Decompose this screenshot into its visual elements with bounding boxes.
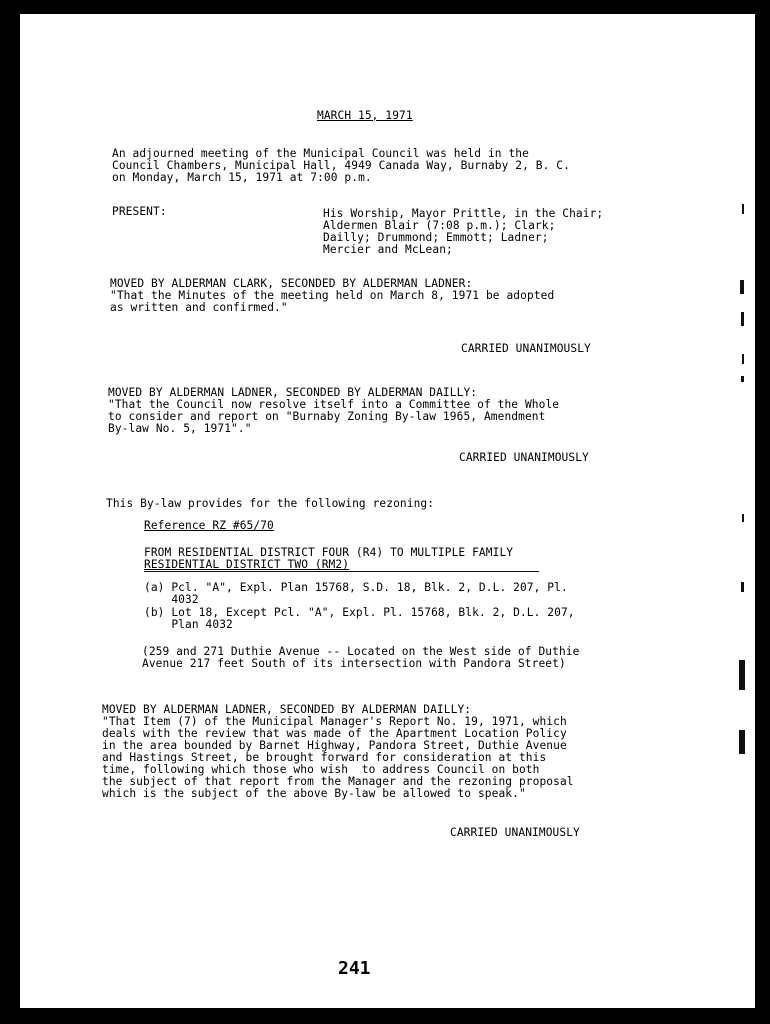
page-number: 241 [338, 958, 371, 979]
motion-line: By-law No. 5, 1971"." [108, 422, 252, 435]
carried-unanimously: CARRIED UNANIMOUSLY [450, 826, 580, 839]
bylaw-intro: This By-law provides for the following rezoning: [106, 497, 435, 510]
carried-unanimously: CARRIED UNANIMOUSLY [461, 342, 591, 355]
motion-line: as written and confirmed." [110, 301, 288, 314]
legal-description-a: 4032 [144, 593, 199, 606]
motion-line: and Hastings Street, be brought forward for consideration at this [102, 751, 547, 764]
present-line: Mercier and McLean; [323, 243, 453, 256]
present-line: Dailly; Drummond; Emmott; Ladner; [323, 231, 549, 244]
legal-description-a: (a) Pcl. "A", Expl. Plan 15768, S.D. 18, Blk. 2, D.L. 207, Pl. [144, 581, 568, 594]
location-line: Avenue 217 feet South of its intersection with Pandora Street) [142, 657, 566, 670]
motion-line: which is the subject of the above By-law be allowed to speak." [102, 787, 526, 800]
legal-description-b: (b) Lot 18, Except Pcl. "A", Expl. Pl. 15768, Blk. 2, D.L. 207, [144, 606, 575, 619]
motion-line: "That Item (7) of the Municipal Manager's Report No. 19, 1971, which [102, 715, 567, 728]
scan-artifact [742, 354, 744, 364]
scan-edge-mark [0, 160, 10, 190]
carried-unanimously: CARRIED UNANIMOUSLY [459, 451, 589, 464]
reference-number: Reference RZ #65/70 [144, 519, 274, 532]
scan-edge-mark [0, 808, 10, 834]
legal-description-b: Plan 4032 [144, 618, 233, 631]
motion-line: MOVED BY ALDERMAN LADNER, SECONDED BY ALDERMAN DAILLY: [108, 386, 478, 399]
scan-artifact [742, 204, 744, 214]
scan-artifact [740, 280, 744, 294]
scan-artifact [739, 660, 745, 690]
scan-artifact [741, 582, 744, 592]
scan-artifact [741, 312, 744, 326]
motion-line: MOVED BY ALDERMAN CLARK, SECONDED BY ALDERMAN LADNER: [110, 277, 473, 290]
scan-artifact [741, 376, 744, 382]
motion-line: MOVED BY ALDERMAN LADNER, SECONDED BY ALDERMAN DAILLY: [102, 703, 472, 716]
motion-line: deals with the review that was made of the Apartment Location Policy [102, 727, 567, 740]
date-heading: MARCH 15, 1971 [317, 109, 413, 122]
motion-line: to consider and report on "Burnaby Zoning By-law 1965, Amendment [108, 410, 546, 423]
present-label: PRESENT: [112, 205, 167, 218]
underline-rule [144, 571, 539, 572]
motion-line: the subject of that report from the Manager and the rezoning proposal [102, 775, 574, 788]
motion-line: time, following which those who wish to address Council on both [102, 763, 540, 776]
intro-line: Council Chambers, Municipal Hall, 4949 Canada Way, Burnaby 2, B. C. [112, 159, 570, 172]
rezoning-from: FROM RESIDENTIAL DISTRICT FOUR (R4) TO MULTIPLE FAMILY [144, 546, 514, 559]
document-page [20, 14, 755, 1008]
motion-line: "That the Council now resolve itself into a Committee of the Whole [108, 398, 560, 411]
present-line: Aldermen Blair (7:08 p.m.); Clark; [323, 219, 556, 232]
motion-line: "That the Minutes of the meeting held on March 8, 1971 be adopted [110, 289, 555, 302]
present-line: His Worship, Mayor Prittle, in the Chair; [323, 207, 604, 220]
intro-line: An adjourned meeting of the Municipal Council was held in the [112, 147, 529, 160]
motion-line: in the area bounded by Barnet Highway, Pandora Street, Duthie Avenue [102, 739, 567, 752]
scan-artifact [739, 730, 745, 754]
scan-artifact [742, 514, 744, 522]
rezoning-to: RESIDENTIAL DISTRICT TWO (RM2) [144, 558, 350, 571]
intro-line: on Monday, March 15, 1971 at 7:00 p.m. [112, 171, 372, 184]
location-line: (259 and 271 Duthie Avenue -- Located on the West side of Duthie [142, 645, 580, 658]
